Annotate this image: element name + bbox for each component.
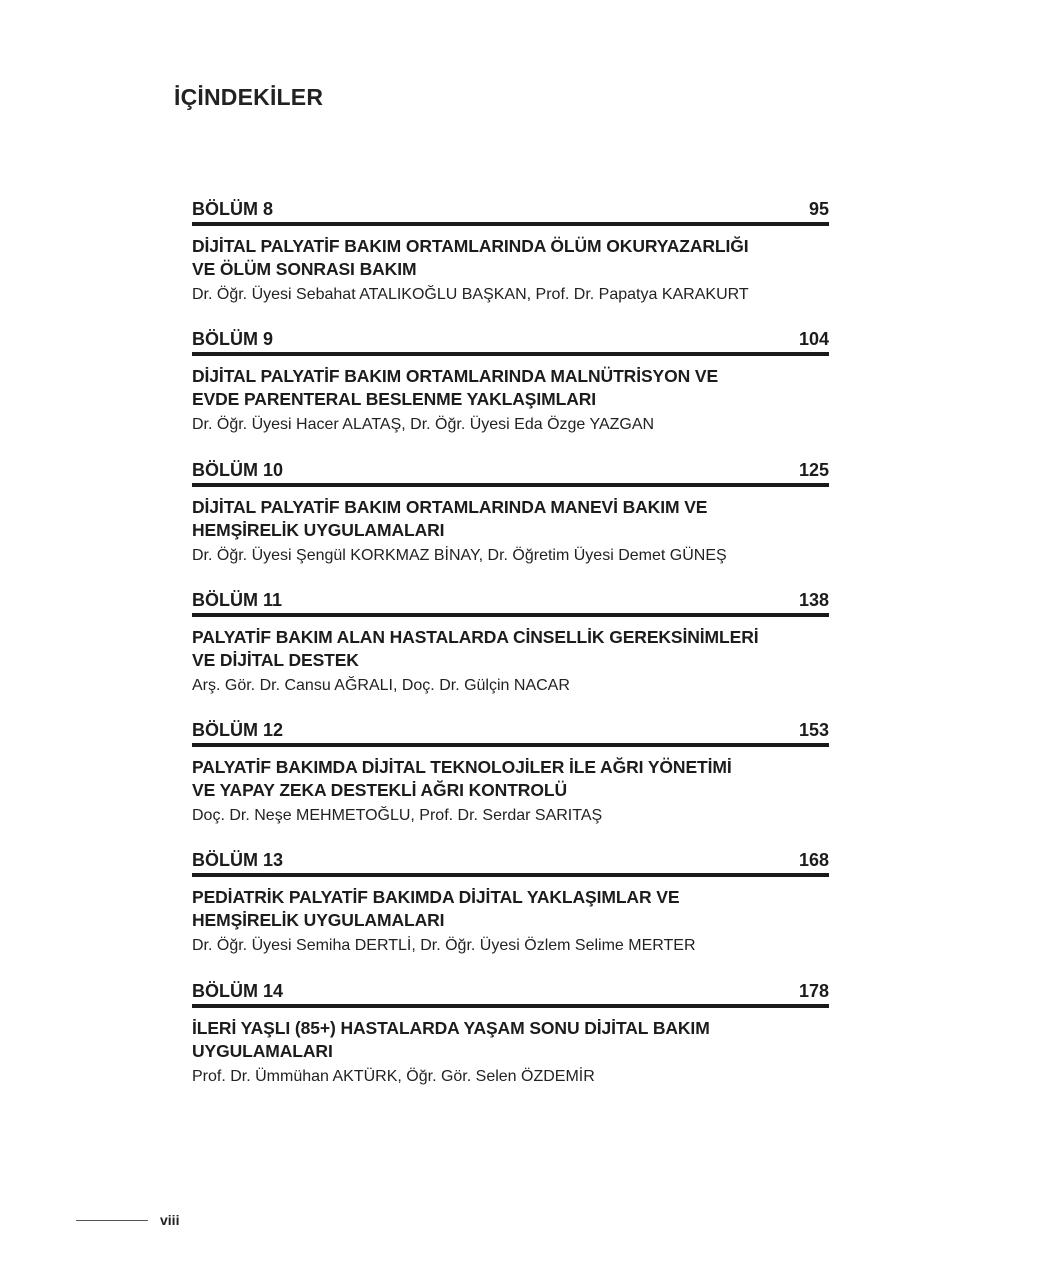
chapter-label: BÖLÜM 9	[192, 329, 273, 350]
chapter-title	[192, 1017, 829, 1063]
chapter-authors: Dr. Öğr. Üyesi Semiha DERTLİ, Dr. Öğr. Üyesi Özlem Selime MERTER	[192, 937, 696, 955]
chapter-label: BÖLÜM 11	[192, 589, 283, 610]
chapter-title-line: PEDİATRİK PALYATİF BAKIMDA DİJİTAL YAKLAŞIMLAR VE	[192, 887, 680, 908]
toc-entry[interactable]	[192, 457, 829, 587]
toc-entry[interactable]	[192, 717, 829, 847]
page-number: 125	[798, 459, 829, 480]
divider	[192, 743, 829, 747]
chapter-title-line: EVDE PARENTERAL BESLENME YAKLAŞIMLARI	[192, 389, 597, 410]
chapter-authors: Dr. Öğr. Üyesi Şengül KORKMAZ BİNAY, Dr. Öğretim Üyesi Demet GÜNEŞ	[192, 546, 727, 564]
chapter-authors: Doç. Dr. Neşe MEHMETOĞLU, Prof. Dr. Serdar SARITAŞ	[192, 807, 603, 825]
chapter-title	[192, 886, 829, 932]
page-number: 138	[798, 589, 829, 610]
page-number: 104	[798, 329, 829, 350]
chapter-title	[192, 235, 829, 281]
chapter-title	[192, 496, 829, 542]
chapter-title-line: VE YAPAY ZEKA DESTEKLİ AĞRI KONTROLÜ	[192, 780, 567, 801]
chapter-title-line: UYGULAMALARI	[192, 1040, 333, 1061]
chapter-title	[192, 365, 829, 411]
chapter-title-line: HEMŞİRELİK UYGULAMALARI	[192, 910, 445, 931]
chapter-authors: Dr. Öğr. Üyesi Sebahat ATALIKOĞLU BAŞKAN, Prof. Dr. Papatya KARAKURT	[192, 286, 749, 303]
chapter-title	[192, 626, 829, 672]
chapter-authors: Prof. Dr. Ümmühan AKTÜRK, Öğr. Gör. Selen ÖZDEMİR	[192, 1067, 595, 1085]
divider	[192, 352, 829, 356]
table-of-contents	[192, 196, 829, 1108]
toc-entry[interactable]	[192, 326, 829, 456]
footer-page-number: viii	[160, 1212, 180, 1228]
page-number: 178	[798, 980, 829, 1001]
chapter-authors: Arş. Gör. Dr. Cansu AĞRALI, Doç. Dr. Gülçin NACAR	[192, 676, 570, 694]
chapter-title	[192, 756, 829, 802]
chapter-label: BÖLÜM 8	[192, 199, 273, 219]
page-number: 153	[798, 720, 829, 741]
chapter-title-line: VE DİJİTAL DESTEK	[192, 649, 359, 670]
page-number: 168	[798, 850, 829, 871]
chapter-label: BÖLÜM 10	[192, 459, 284, 480]
chapter-label: BÖLÜM 12	[192, 720, 284, 741]
toc-entry[interactable]	[192, 847, 829, 977]
chapter-title-line: VE ÖLÜM SONRASI BAKIM	[192, 259, 417, 279]
page-footer	[76, 1212, 179, 1228]
chapter-title-line: PALYATİF BAKIMDA DİJİTAL TEKNOLOJİLER İLE AĞRI YÖNETİMİ	[192, 757, 732, 778]
toc-entry[interactable]	[192, 587, 829, 717]
page-number: 95	[808, 199, 829, 219]
toc-entry[interactable]	[192, 196, 829, 326]
chapter-title-line: DİJİTAL PALYATİF BAKIM ORTAMLARINDA MALNÜTRİSYON VE	[192, 366, 719, 387]
chapter-title-line: DİJİTAL PALYATİF BAKIM ORTAMLARINDA MANEVİ BAKIM VE	[192, 496, 708, 517]
divider	[192, 222, 829, 226]
chapter-label: BÖLÜM 13	[192, 850, 284, 871]
divider	[192, 873, 829, 877]
toc-entry[interactable]	[192, 978, 829, 1108]
chapter-label: BÖLÜM 14	[192, 980, 284, 1001]
divider	[192, 613, 829, 617]
chapter-title-line: HEMŞİRELİK UYGULAMALARI	[192, 519, 445, 540]
page-title: İÇİNDEKİLER	[174, 84, 324, 110]
chapter-title-line: İLERİ YAŞLI (85+) HASTALARDA YAŞAM SONU DİJİTAL BAKIM	[192, 1017, 710, 1038]
chapter-title-line: PALYATİF BAKIM ALAN HASTALARDA CİNSELLİK GEREKSİNİMLERİ	[192, 626, 759, 647]
divider	[192, 1004, 829, 1008]
divider	[192, 483, 829, 487]
footer-rule	[76, 1220, 148, 1221]
chapter-title-line: DİJİTAL PALYATİF BAKIM ORTAMLARINDA ÖLÜM OKURYAZARLIĞI	[192, 236, 749, 256]
chapter-authors: Dr. Öğr. Üyesi Hacer ALATAŞ, Dr. Öğr. Üyesi Eda Özge YAZGAN	[192, 416, 655, 434]
